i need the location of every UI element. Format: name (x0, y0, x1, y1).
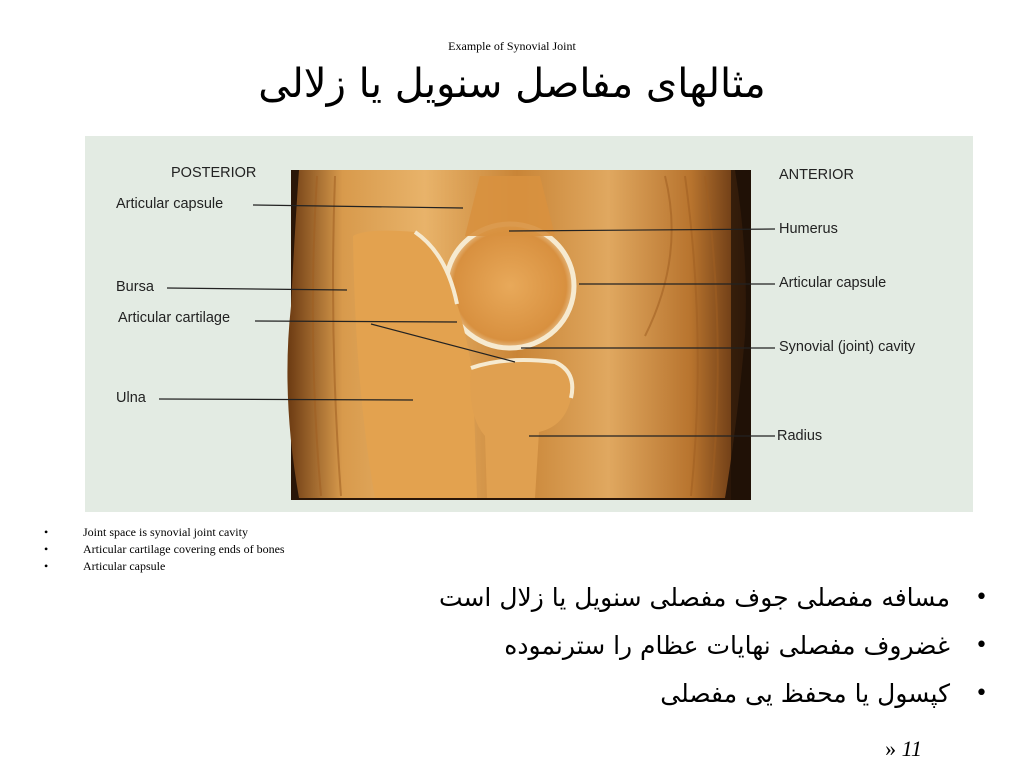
slide-title: مثالهای مفاصل سنویل یا زلالی (258, 61, 766, 107)
label-radius: Radius (777, 428, 823, 444)
anatomy-figure (85, 136, 973, 512)
english-bullet-list (44, 524, 285, 575)
page-number (885, 736, 922, 762)
list-item: • Articular capsule (44, 558, 285, 575)
persian-bullet-list (439, 574, 988, 718)
anterior-label: ANTERIOR (779, 167, 854, 183)
label-bursa: Bursa (116, 279, 154, 295)
slide-subtitle: Example of Synovial Joint (448, 39, 576, 53)
page-number-value: 11 (901, 736, 922, 761)
list-item: • مسافه مفصلی جوف مفصلی سنویل یا زلال است (439, 574, 988, 622)
label-articular-cartilage: Articular cartilage (118, 310, 231, 326)
list-item: • Articular cartilage covering ends of bones (44, 541, 285, 558)
label-articular-capsule-right: Articular capsule (779, 275, 887, 291)
label-humerus: Humerus (779, 221, 838, 237)
list-item: • کپسول یا محفظ یی مفصلی (439, 670, 988, 718)
next-slide-link[interactable]: » (885, 736, 897, 761)
list-item: • غضروف مفصلی نهایات عظام را سترنموده (439, 622, 988, 670)
list-item: • Joint space is synovial joint cavity (44, 524, 285, 541)
posterior-label: POSTERIOR (171, 165, 257, 181)
label-synovial-cavity: Synovial (joint) cavity (779, 339, 916, 355)
label-ulna: Ulna (116, 390, 146, 406)
label-articular-capsule-left: Articular capsule (116, 196, 224, 212)
